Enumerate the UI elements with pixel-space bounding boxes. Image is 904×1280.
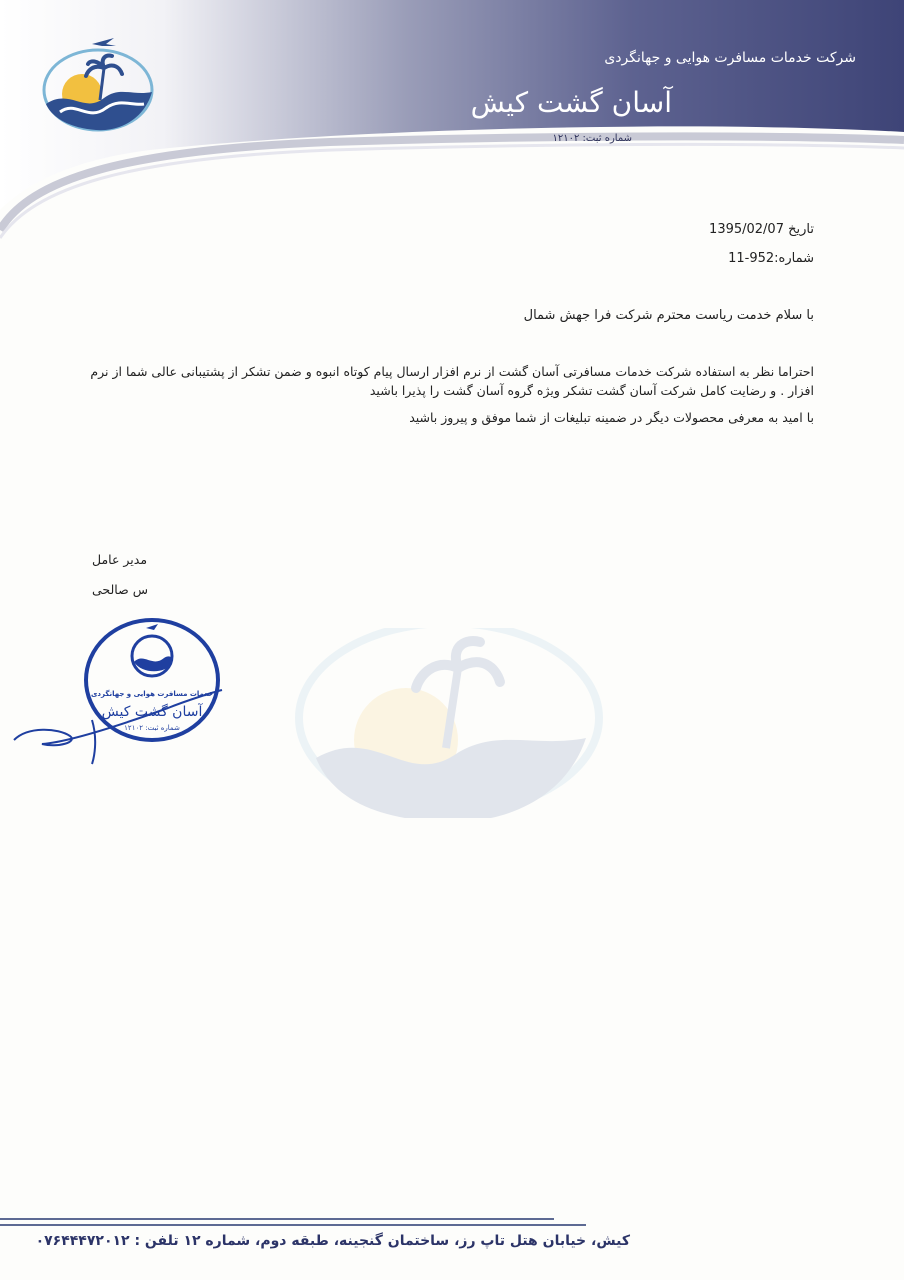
date-value: 1395/02/07 (709, 222, 784, 237)
logo-icon (40, 34, 158, 134)
stamp-registration: شماره ثبت: ۱۲۱۰۲ (124, 724, 180, 732)
letter-number (728, 251, 814, 266)
footer-address: کیش، خیابان هتل تاپ رز، ساختمان گنجینه، طبقه دوم، شماره ۱۲ تلفن : ۰۷۶۴۴۴۷۲۰۱۲ (35, 1233, 630, 1249)
stamp-company: خدمات مسافرت هوایی و جهانگردی (91, 690, 213, 698)
watermark-logo (286, 628, 612, 818)
letter-date (709, 222, 814, 237)
company-line: شرکت خدمات مسافرت هوایی و جهانگردی (604, 50, 856, 66)
closing-line: با امید به معرفی محصولات دیگر در ضمینه تبلیغات از شما موفق و پیروز باشید (409, 410, 814, 425)
letter-body: احتراما نظر به استفاده شرکت خدمات مسافرتی آسان گشت از نرم افزار ارسال پیام کوتاه انبوه و ضمن تشکر از پشتیبانی عالی شما از نرم افزار . و رضایت کامل شرکت آسان گشت تشکر ویژه گروه آسان گشت را پذیرا باشید (90, 364, 814, 398)
footer-rule (0, 1218, 554, 1220)
signer-title: مدیر عامل (92, 552, 148, 567)
company-stamp (8, 608, 228, 778)
stamp-brand: آسان گشت کیش (101, 704, 203, 720)
number-value: 11-952 (728, 251, 775, 266)
number-label: شماره: (774, 251, 814, 266)
date-label: تاریخ (788, 222, 814, 237)
salutation: با سلام خدمت ریاست محترم شرکت فرا جهش شمال (523, 308, 814, 323)
brand-name: آسان گشت کیش (470, 86, 672, 119)
footer-rule (0, 1224, 586, 1226)
signer-name: س صالحی (92, 582, 148, 597)
registration-number: شماره ثبت: ۱۲۱۰۲ (552, 133, 632, 144)
